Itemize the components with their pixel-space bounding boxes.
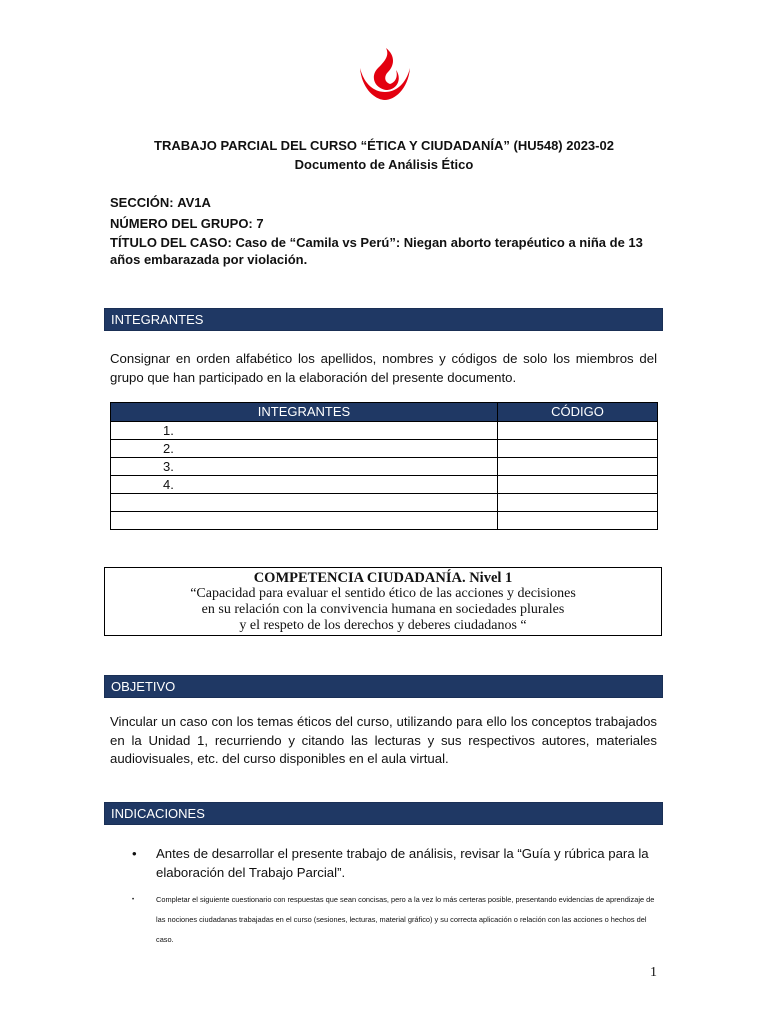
bullet-icon: • (132, 846, 137, 861)
list-item (110, 845, 658, 882)
competence-box (104, 567, 662, 636)
table-row (111, 494, 658, 512)
competence-line: “Capacidad para evaluar el sentido ético de las acciones y decisiones (190, 586, 576, 601)
member-cell[interactable]: 3. (111, 458, 498, 476)
members-table (110, 402, 658, 530)
indicaciones-band: INDICACIONES (104, 802, 663, 825)
group-value: 7 (256, 216, 264, 231)
indicaciones-list (110, 845, 658, 950)
case-value: Caso de “Camila vs Perú”: Niegan aborto terapéutico a niña de 13 años embarazada por violación. (110, 235, 643, 267)
member-cell[interactable] (111, 512, 498, 530)
code-cell[interactable] (498, 458, 658, 476)
objetivo-text: Vincular un caso con los temas éticos del curso, utilizando para ello los conceptos trabajados en la Unidad 1, recurriendo y citando las lecturas y sus respectivos autores, materiales audiovisuales, etc. del curso disponibles en el aula virtual. (110, 714, 657, 766)
indicacion-text: Antes de desarrollar el presente trabajo de análisis, revisar la “Guía y rúbrica para la elaboración del Trabajo Parcial”. (156, 846, 649, 880)
code-cell[interactable] (498, 422, 658, 440)
code-cell[interactable] (498, 494, 658, 512)
indicacion-text: Completar el siguiente cuestionario con respuestas que sean concisas, pero a la vez lo más certeras posible, presentando evidencias de aprendizaje de las nociones ciudadanas trabajadas en el curso (sesiones, lecturas, material gráfico) y su correcta aplicación o relación con las acciones o hechos del caso. (156, 895, 655, 944)
table-row (111, 440, 658, 458)
member-cell[interactable]: 1. (111, 422, 498, 440)
code-cell[interactable] (498, 476, 658, 494)
col-members-header: INTEGRANTES (111, 403, 498, 422)
objetivo-band: OBJETIVO (104, 675, 663, 698)
upc-flame-logo-icon (356, 46, 414, 102)
members-table-header (111, 403, 658, 422)
section-label: SECCIÓN: (110, 195, 174, 210)
table-row (111, 476, 658, 494)
member-cell[interactable] (111, 494, 498, 512)
member-cell[interactable]: 4. (111, 476, 498, 494)
bullet-icon: • (132, 897, 135, 903)
case-label: TÍTULO DEL CASO: (110, 235, 232, 250)
group-line (110, 214, 670, 233)
code-cell[interactable] (498, 512, 658, 530)
competence-line: y el respeto de los derechos y deberes ciudadanos “ (239, 618, 527, 633)
list-item (110, 890, 658, 950)
section-line (110, 193, 670, 212)
code-cell[interactable] (498, 440, 658, 458)
table-row (111, 512, 658, 530)
table-row (111, 458, 658, 476)
page-number: 1 (650, 965, 657, 980)
table-row (111, 422, 658, 440)
integrantes-instruction: Consignar en orden alfabético los apellidos, nombres y códigos de solo los miembros del grupo que han participado en la elaboración del presente documento. (110, 351, 657, 385)
competence-heading: COMPETENCIA CIUDADANÍA. Nivel 1 (253, 570, 513, 586)
document-subtitle: Documento de Análisis Ético (294, 157, 474, 172)
member-cell[interactable]: 2. (111, 440, 498, 458)
case-title-line (110, 234, 662, 268)
integrantes-band: INTEGRANTES (104, 308, 663, 331)
competence-line: en su relación con la convivencia humana en sociedades plurales (201, 602, 565, 617)
col-code-header: CÓDIGO (498, 403, 658, 422)
document-title: TRABAJO PARCIAL DEL CURSO “ÉTICA Y CIUDADANÍA” (HU548) 2023-02 (154, 138, 614, 153)
section-value: AV1A (177, 195, 211, 210)
group-label: NÚMERO DEL GRUPO: (110, 216, 253, 231)
